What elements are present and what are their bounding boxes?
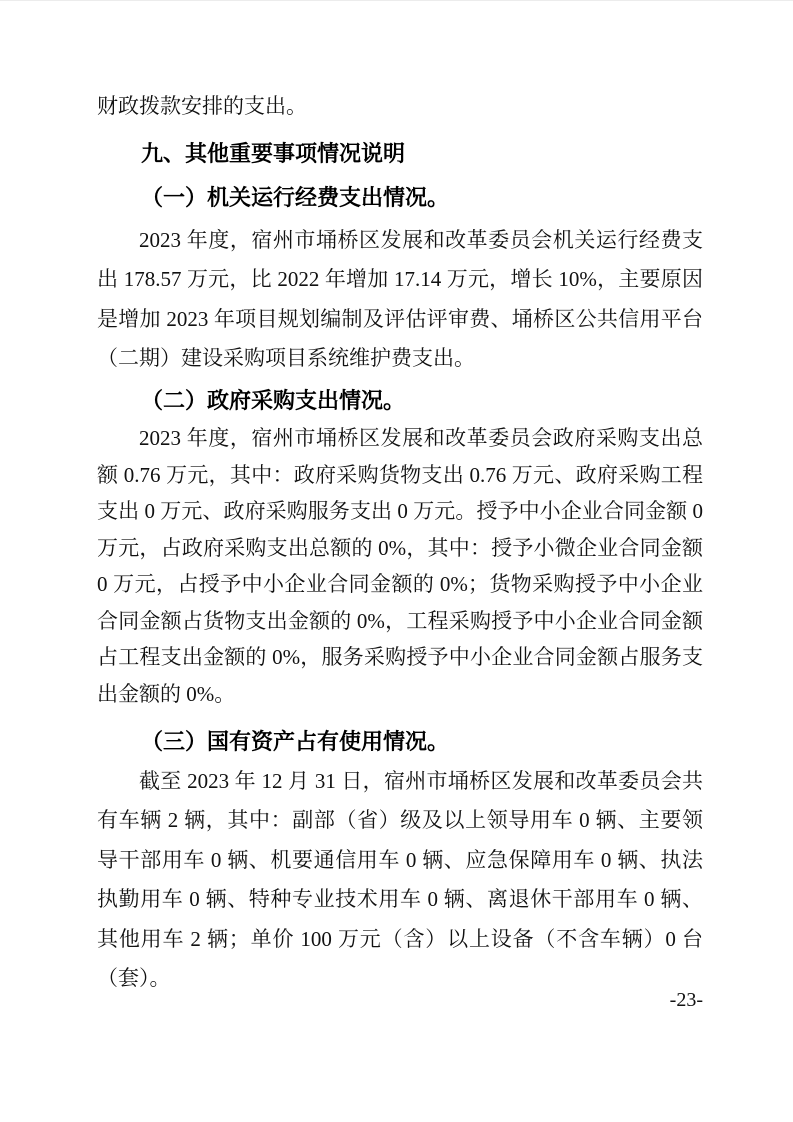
page-content — [97, 87, 703, 999]
heading-subsection-one: （一）机关运行经费支出情况。 — [141, 185, 450, 210]
paragraph-agency-operating-expense: 2023 年度，宿州市埇桥区发展和改革委员会机关运行经费支出 178.57 万元，比 2022 年增加 17.14 万元，增长 10%，主要原因是增加 2023 年项目规划编制及评估评审费、埇桥区公共信用平台（二期）建设采购项目系统维护费支出。 — [97, 227, 703, 370]
paragraph-government-procurement: 2023 年度，宿州市埇桥区发展和改革委员会政府采购支出总额 0.76 万元，其中：政府采购货物支出 0.76 万元、政府采购工程支出 0 万元、政府采购服务支出 0 万元。授予中小企业合同金额 0 万元，占政府采购支出总额的 0%，其中：授予小微企业合同金额 0 万元，占授予中小企业合同金额的 0%；货物采购授予中小企业合同金额占货物支出金额的 0%，工程采购授予中小企业合同金额占工程支出金额的 0%，服务采购授予中小企业合同金额占服务支出金额的 0%。 — [97, 426, 703, 706]
page-number: -23- — [669, 989, 703, 1011]
paragraph-state-owned-assets: 截至 2023 年 12 月 31 日，宿州市埇桥区发展和改革委员会共有车辆 2 辆，其中：副部（省）级及以上领导用车 0 辆、主要领导干部用车 0 辆、机要通信用车 0 辆、应急保障用车 0 辆、执法执勤用车 0 辆、特种专业技术用车 0 辆、离退休干部用车 0 辆、其他用车 2 辆；单价 100 万元（含）以上设备（不含车辆）0 台（套）。 — [97, 768, 703, 990]
heading-subsection-three: （三）国有资产占有使用情况。 — [141, 729, 450, 754]
heading-subsection-two: （二）政府采购支出情况。 — [141, 387, 406, 413]
paragraph-continuation: 财政拨款安排的支出。 — [97, 94, 307, 118]
heading-section-nine: 九、其他重要事项情况说明 — [141, 140, 406, 166]
